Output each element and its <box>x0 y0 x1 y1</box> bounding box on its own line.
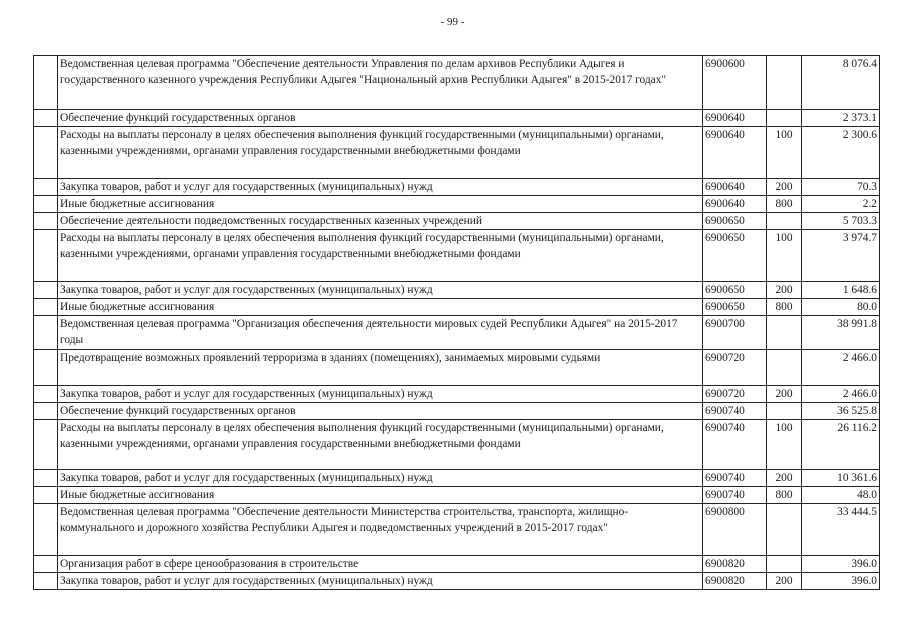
table-row <box>34 487 880 504</box>
target-code-cell: 6900800 <box>703 504 767 556</box>
row-index-cell <box>34 196 58 213</box>
row-index-cell <box>34 230 58 282</box>
target-code-cell: 6900740 <box>703 487 767 504</box>
amount-cell: 2 466.0 <box>802 386 880 403</box>
table-row <box>34 110 880 127</box>
expense-name-cell: Иные бюджетные ассигнования <box>58 196 703 213</box>
row-index-cell <box>34 504 58 556</box>
expense-type-cell: 100 <box>767 420 802 470</box>
amount-cell: 10 361.6 <box>802 470 880 487</box>
amount-cell: 36 525.8 <box>802 403 880 420</box>
table-row <box>34 420 880 470</box>
row-index-cell <box>34 110 58 127</box>
table-row <box>34 230 880 282</box>
page-number: - 99 - <box>440 16 465 28</box>
expense-type-cell <box>767 56 802 110</box>
target-code-cell: 6900700 <box>703 316 767 350</box>
expense-type-cell: 100 <box>767 230 802 282</box>
expense-type-cell <box>767 213 802 230</box>
row-index-cell <box>34 403 58 420</box>
target-code-cell: 6900820 <box>703 573 767 590</box>
row-index-cell <box>34 470 58 487</box>
table-row <box>34 56 880 110</box>
expense-name-cell: Закупка товаров, работ и услуг для государственных (муниципальных) нужд <box>58 179 703 196</box>
amount-cell: 396.0 <box>802 573 880 590</box>
table-row <box>34 127 880 179</box>
target-code-cell: 6900720 <box>703 350 767 386</box>
row-index-cell <box>34 127 58 179</box>
table-row <box>34 213 880 230</box>
expense-type-cell: 200 <box>767 386 802 403</box>
amount-cell: 3 974.7 <box>802 230 880 282</box>
amount-cell: 26 116.2 <box>802 420 880 470</box>
target-code-cell: 6900720 <box>703 386 767 403</box>
target-code-cell: 6900820 <box>703 556 767 573</box>
target-code-cell: 6900640 <box>703 179 767 196</box>
expense-name-cell: Ведомственная целевая программа "Обеспечение деятельности Управления по делам архивов Республики Адыгея и государственного казенного учреждения Республики Адыгея "Национальный архив Республики Адыгея" в 2015-2017 годах" <box>58 56 703 110</box>
table-row <box>34 299 880 316</box>
expense-name-cell: Расходы на выплаты персоналу в целях обеспечения выполнения функций государственными (муниципальными) органами, казенными учреждениями, органами управления государственными внебюджетными фондами <box>58 230 703 282</box>
target-code-cell: 6900650 <box>703 230 767 282</box>
row-index-cell <box>34 282 58 299</box>
target-code-cell: 6900600 <box>703 56 767 110</box>
amount-cell: 2 300.6 <box>802 127 880 179</box>
expense-type-cell: 200 <box>767 282 802 299</box>
amount-cell: 396.0 <box>802 556 880 573</box>
expense-name-cell: Обеспечение деятельности подведомственных государственных казенных учреждений <box>58 213 703 230</box>
expense-type-cell: 800 <box>767 196 802 213</box>
target-code-cell: 6900640 <box>703 110 767 127</box>
table-row <box>34 282 880 299</box>
amount-cell: 2.2 <box>802 196 880 213</box>
target-code-cell: 6900640 <box>703 127 767 179</box>
expense-name-cell: Обеспечение функций государственных органов <box>58 110 703 127</box>
target-code-cell: 6900640 <box>703 196 767 213</box>
expense-type-cell: 800 <box>767 299 802 316</box>
expense-name-cell: Ведомственная целевая программа "Организация обеспечения деятельности мировых судей Республики Адыгея" на 2015-2017 годы <box>58 316 703 350</box>
expense-type-cell <box>767 403 802 420</box>
expense-type-cell: 200 <box>767 179 802 196</box>
row-index-cell <box>34 420 58 470</box>
row-index-cell <box>34 213 58 230</box>
table-row <box>34 196 880 213</box>
table-row <box>34 179 880 196</box>
row-index-cell <box>34 573 58 590</box>
table-row <box>34 386 880 403</box>
row-index-cell <box>34 316 58 350</box>
table-row <box>34 316 880 350</box>
target-code-cell: 6900740 <box>703 470 767 487</box>
amount-cell: 80.0 <box>802 299 880 316</box>
row-index-cell <box>34 56 58 110</box>
table-row <box>34 556 880 573</box>
expense-name-cell: Закупка товаров, работ и услуг для государственных (муниципальных) нужд <box>58 573 703 590</box>
amount-cell: 1 648.6 <box>802 282 880 299</box>
target-code-cell: 6900650 <box>703 282 767 299</box>
amount-cell: 70.3 <box>802 179 880 196</box>
expense-name-cell: Ведомственная целевая программа "Обеспечение деятельности Министерства строительства, транспорта, жилищно-коммунального и дорожного хозяйства Республики Адыгея и подведомственных учреждений в 2015-2017 годах" <box>58 504 703 556</box>
target-code-cell: 6900740 <box>703 420 767 470</box>
expense-type-cell <box>767 556 802 573</box>
budget-table <box>33 55 880 590</box>
expense-name-cell: Закупка товаров, работ и услуг для государственных (муниципальных) нужд <box>58 470 703 487</box>
expense-name-cell: Закупка товаров, работ и услуг для государственных (муниципальных) нужд <box>58 282 703 299</box>
expense-name-cell: Расходы на выплаты персоналу в целях обеспечения выполнения функций государственными (муниципальными) органами, казенными учреждениями, органами управления государственными внебюджетными фондами <box>58 420 703 470</box>
table-row <box>34 504 880 556</box>
amount-cell: 8 076.4 <box>802 56 880 110</box>
expense-type-cell: 200 <box>767 573 802 590</box>
amount-cell: 38 991.8 <box>802 316 880 350</box>
expense-name-cell: Расходы на выплаты персоналу в целях обеспечения выполнения функций государственными (муниципальными) органами, казенными учреждениями, органами управления государственными внебюджетными фондами <box>58 127 703 179</box>
amount-cell: 2 466.0 <box>802 350 880 386</box>
expense-type-cell: 100 <box>767 127 802 179</box>
target-code-cell: 6900650 <box>703 299 767 316</box>
expense-name-cell: Организация работ в сфере ценообразования в строительстве <box>58 556 703 573</box>
amount-cell: 2 373.1 <box>802 110 880 127</box>
expense-type-cell <box>767 316 802 350</box>
expense-type-cell <box>767 110 802 127</box>
amount-cell: 33 444.5 <box>802 504 880 556</box>
expense-type-cell: 200 <box>767 470 802 487</box>
expense-name-cell: Обеспечение функций государственных органов <box>58 403 703 420</box>
expense-type-cell: 800 <box>767 487 802 504</box>
expense-name-cell: Предотвращение возможных проявлений терроризма в зданиях (помещениях), занимаемых мировыми судьями <box>58 350 703 386</box>
row-index-cell <box>34 487 58 504</box>
expense-type-cell <box>767 350 802 386</box>
amount-cell: 48.0 <box>802 487 880 504</box>
row-index-cell <box>34 350 58 386</box>
table-row <box>34 470 880 487</box>
table-row <box>34 350 880 386</box>
row-index-cell <box>34 386 58 403</box>
table-row <box>34 403 880 420</box>
expense-name-cell: Иные бюджетные ассигнования <box>58 299 703 316</box>
amount-cell: 5 703.3 <box>802 213 880 230</box>
expense-name-cell: Иные бюджетные ассигнования <box>58 487 703 504</box>
table-row <box>34 573 880 590</box>
row-index-cell <box>34 299 58 316</box>
row-index-cell <box>34 556 58 573</box>
target-code-cell: 6900740 <box>703 403 767 420</box>
expense-type-cell <box>767 504 802 556</box>
target-code-cell: 6900650 <box>703 213 767 230</box>
row-index-cell <box>34 179 58 196</box>
expense-name-cell: Закупка товаров, работ и услуг для государственных (муниципальных) нужд <box>58 386 703 403</box>
